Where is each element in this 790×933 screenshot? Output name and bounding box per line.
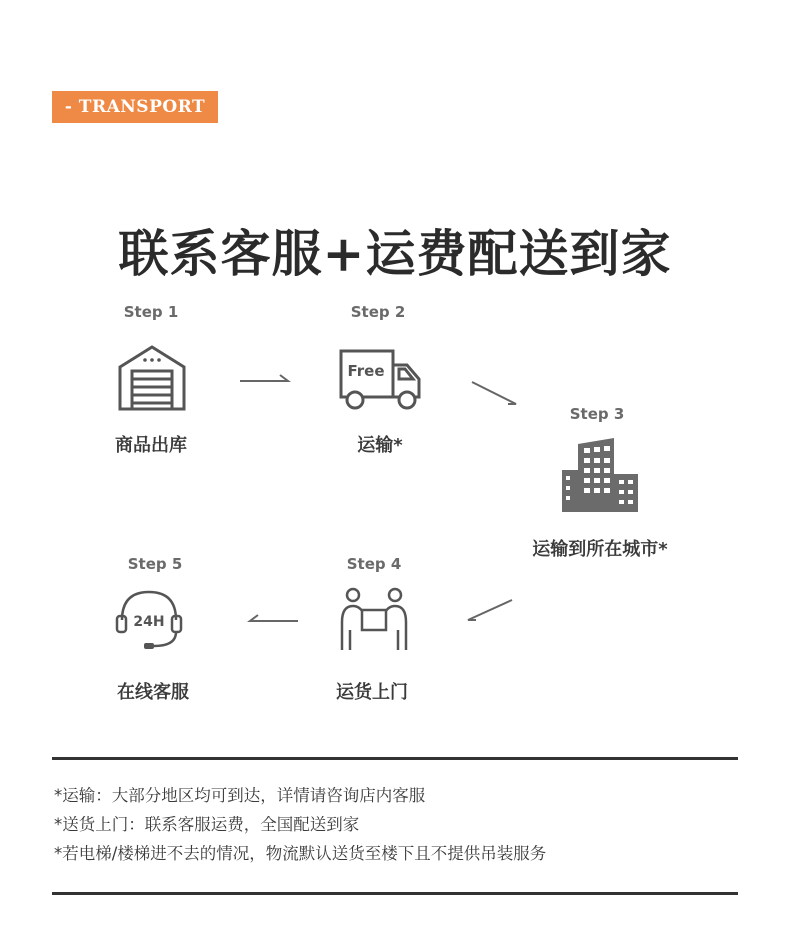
notes-list [54, 781, 734, 868]
delivery-people-icon [338, 586, 410, 654]
step-5-label: Step 5 [127, 555, 183, 573]
free-badge: Free [347, 362, 385, 380]
bottom-divider [52, 892, 738, 895]
note-item: *送货上门：联系客服运费，全国配送到家 [54, 815, 360, 834]
step-1-name: 商品出库 [115, 435, 187, 456]
note-item: *运输：大部分地区均可到达，详情请咨询店内客服 [54, 786, 426, 805]
transport-tag: - TRANSPORT [52, 91, 218, 123]
step-4-label: Step 4 [346, 555, 402, 573]
step-3-label: Step 3 [569, 405, 625, 423]
step-5-name: 在线客服 [117, 682, 189, 703]
arrow-right-icon [238, 372, 292, 386]
step-3-name: 运输到所在城市* [532, 539, 668, 560]
top-divider [52, 757, 738, 760]
24h-badge: 24H [133, 614, 165, 630]
city-buildings-icon [558, 436, 642, 514]
arrow-left-icon [246, 612, 300, 626]
note-item: *若电梯/楼梯进不去的情况，物流默认送货至楼下且不提供吊装服务 [54, 844, 547, 863]
step-2-name: 运输* [357, 435, 403, 456]
warehouse-icon [116, 343, 188, 413]
step-1-label: Step 1 [123, 303, 179, 321]
arrow-down-left-icon [464, 598, 514, 624]
page-headline: 联系客服+运费配送到家 [118, 224, 672, 283]
step-4-name: 运货上门 [336, 682, 408, 703]
arrow-down-right-icon [470, 378, 520, 408]
step-2-label: Step 2 [350, 303, 406, 321]
